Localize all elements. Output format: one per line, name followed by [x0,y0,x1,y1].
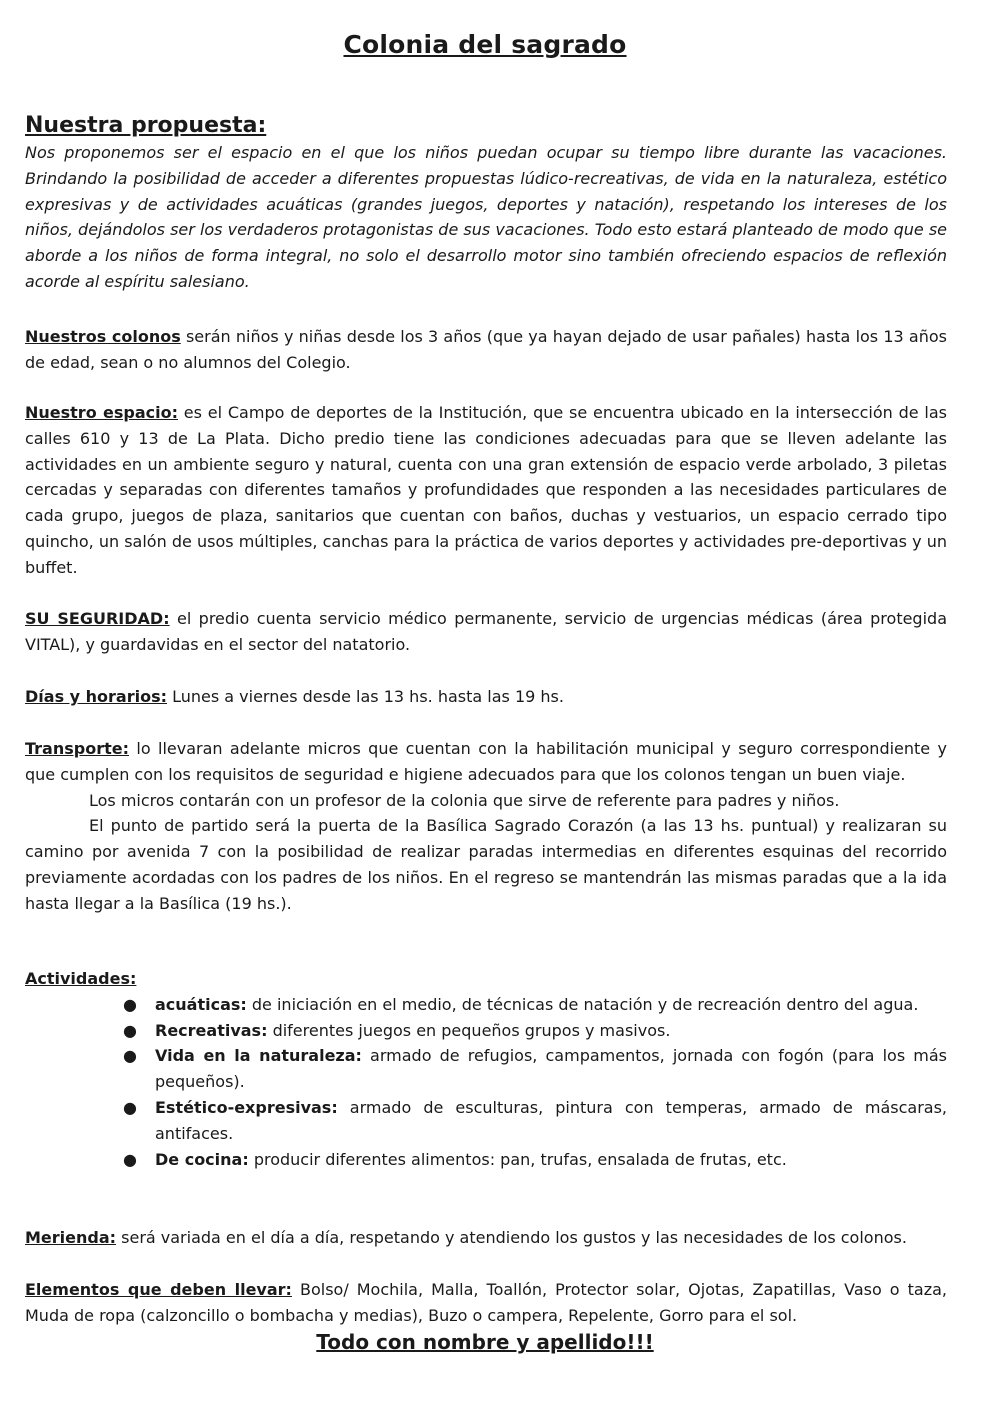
propuesta-heading: Nuestra propuesta: [25,113,267,138]
section-seguridad [25,606,947,658]
actividad-text: de iniciación en el medio, de técnicas de natación y de recreación dentro del agua. [246,994,919,1014]
list-item [123,1147,947,1173]
horarios-paragraph [25,684,947,710]
seguridad-text: el predio cuenta servicio médico permanente, servicio de urgencias médicas (área protegida VITAL), y guardavidas en el sector del natatorio. [25,609,947,654]
bullet-icon: ● [123,1046,137,1066]
actividad-lead: De cocina: [155,1149,249,1169]
section-transporte [25,736,947,917]
elementos-paragraph [25,1277,947,1329]
transporte-punto-partida: El punto de partido será la puerta de la Basílica Sagrado Corazón (a las 13 hs. puntual) y realizaran su camino por avenida 7 con la posibilidad de realizar paradas intermedias en diferentes esquinas del recorrido previamente acordadas con los padres de los niños. En el regreso se mantendrán las mismas paradas que a la ida hasta llegar a la Basílica (19 hs.). [25,816,947,913]
section-propuesta [25,112,947,295]
merienda-label: Merienda: [25,1228,117,1247]
actividad-lead: Estético-expresivas: [155,1097,338,1117]
transporte-micros: Los micros contarán con un profesor de la colonia que sirve de referente para padres y niños. [89,790,840,810]
espacio-label: Nuestro espacio: [25,403,178,422]
section-merienda [25,1225,947,1251]
document-title: Colonia del sagrado [343,30,627,59]
actividad-lead: Recreativas: [155,1020,268,1040]
bullet-icon: ● [123,994,137,1014]
colonos-label: Nuestros colonos [25,327,181,346]
elementos-label: Elementos que deben llevar: [25,1280,292,1299]
section-horarios [25,684,947,710]
elementos-text: Bolso/ Mochila, Malla, Toallón, Protector solar, Ojotas, Zapatillas, Vaso o taza, Muda de ropa (calzoncillo o bombacha y medias), Buzo o campera, Repelente, Gorro para el sol. [25,1280,947,1325]
actividad-lead: acuáticas: [155,994,247,1014]
actividad-lead: Vida en la naturaleza: [155,1046,362,1066]
closing-note: Todo con nombre y apellido!!! [316,1330,654,1354]
actividad-text: armado de refugios, campamentos, jornada con fogón (para los más pequeños). [155,1046,947,1092]
horarios-text: Lunes a viernes desde las 13 hs. hasta las 19 hs. [167,687,564,706]
actividad-text: armado de esculturas, pintura con temperas, armado de máscaras, antifaces. [155,1097,947,1143]
section-elementos [25,1277,947,1329]
seguridad-paragraph [25,606,947,658]
propuesta-text: Nos proponemos ser el espacio en el que los niños puedan ocupar su tiempo libre durante las vacaciones. Brindando la posibilidad de acceder a diferentes propuestas lúdico-recreativas, de vida en la naturaleza, estético expresivas y de actividades acuáticas (grandes juegos, deportes y natación), respetando los intereses de los niños, dejándolos ser los verdaderos protagonistas de sus vacaciones. Todo esto estará planteado de modo que se aborde a los niños de forma integral, no solo el desarrollo motor sino también ofreciendo espacios de reflexión acorde al espíritu salesiano. [25,143,947,291]
actividad-text: producir diferentes alimentos: pan, trufas, ensalada de frutas, etc. [248,1149,787,1169]
transporte-paragraph [25,736,947,788]
bullet-icon: ● [123,1097,137,1117]
bullet-icon: ● [123,1020,137,1040]
section-espacio [25,400,947,581]
actividades-label: Actividades: [25,969,137,988]
colonos-text: serán niños y niñas desde los 3 años (que ya hayan dejado de usar pañales) hasta los 13 años de edad, sean o no alumnos del Colegio. [25,327,947,372]
merienda-paragraph [25,1225,947,1251]
bullet-icon: ● [123,1149,137,1169]
actividades-list [25,992,947,1173]
transporte-label: Transporte: [25,739,129,758]
espacio-paragraph [25,400,947,581]
colonos-paragraph [25,324,947,376]
actividades-heading-line [25,966,947,992]
transporte-text: lo llevaran adelante micros que cuentan con la habilitación municipal y seguro correspondiente y que cumplen con los requisitos de seguridad e higiene adecuados para que los colonos tengan un buen viaje. [25,739,947,784]
actividad-text: diferentes juegos en pequeños grupos y masivos. [267,1020,671,1040]
list-item [123,1095,947,1147]
merienda-text: será variada en el día a día, respetando y atendiendo los gustos y las necesidades de los colonos. [116,1228,907,1247]
espacio-text: es el Campo de deportes de la Institución, que se encuentra ubicado en la intersección de las calles 610 y 13 de La Plata. Dicho predio tiene las condiciones adecuadas para que se lleven adelante las actividades en un ambiente seguro y natural, cuenta con una gran extensión de espacio verde arbolado, 3 piletas cercadas y separadas con diferentes tamaños y profundidades que responden a las necesidades particulares de cada grupo, juegos de plaza, sanitarios que cuentan con baños, duchas y vestuarios, un espacio cerrado tipo quincho, un salón de usos múltiples, canchas para la práctica de varios deportes y actividades pre-deportivas y un buffet. [25,403,947,577]
horarios-label: Días y horarios: [25,687,168,706]
list-item [123,1043,947,1095]
section-colonos [25,324,947,376]
list-item [123,992,947,1018]
seguridad-label: SU SEGURIDAD: [25,609,170,628]
list-item [123,1018,947,1044]
section-actividades [25,966,947,1172]
